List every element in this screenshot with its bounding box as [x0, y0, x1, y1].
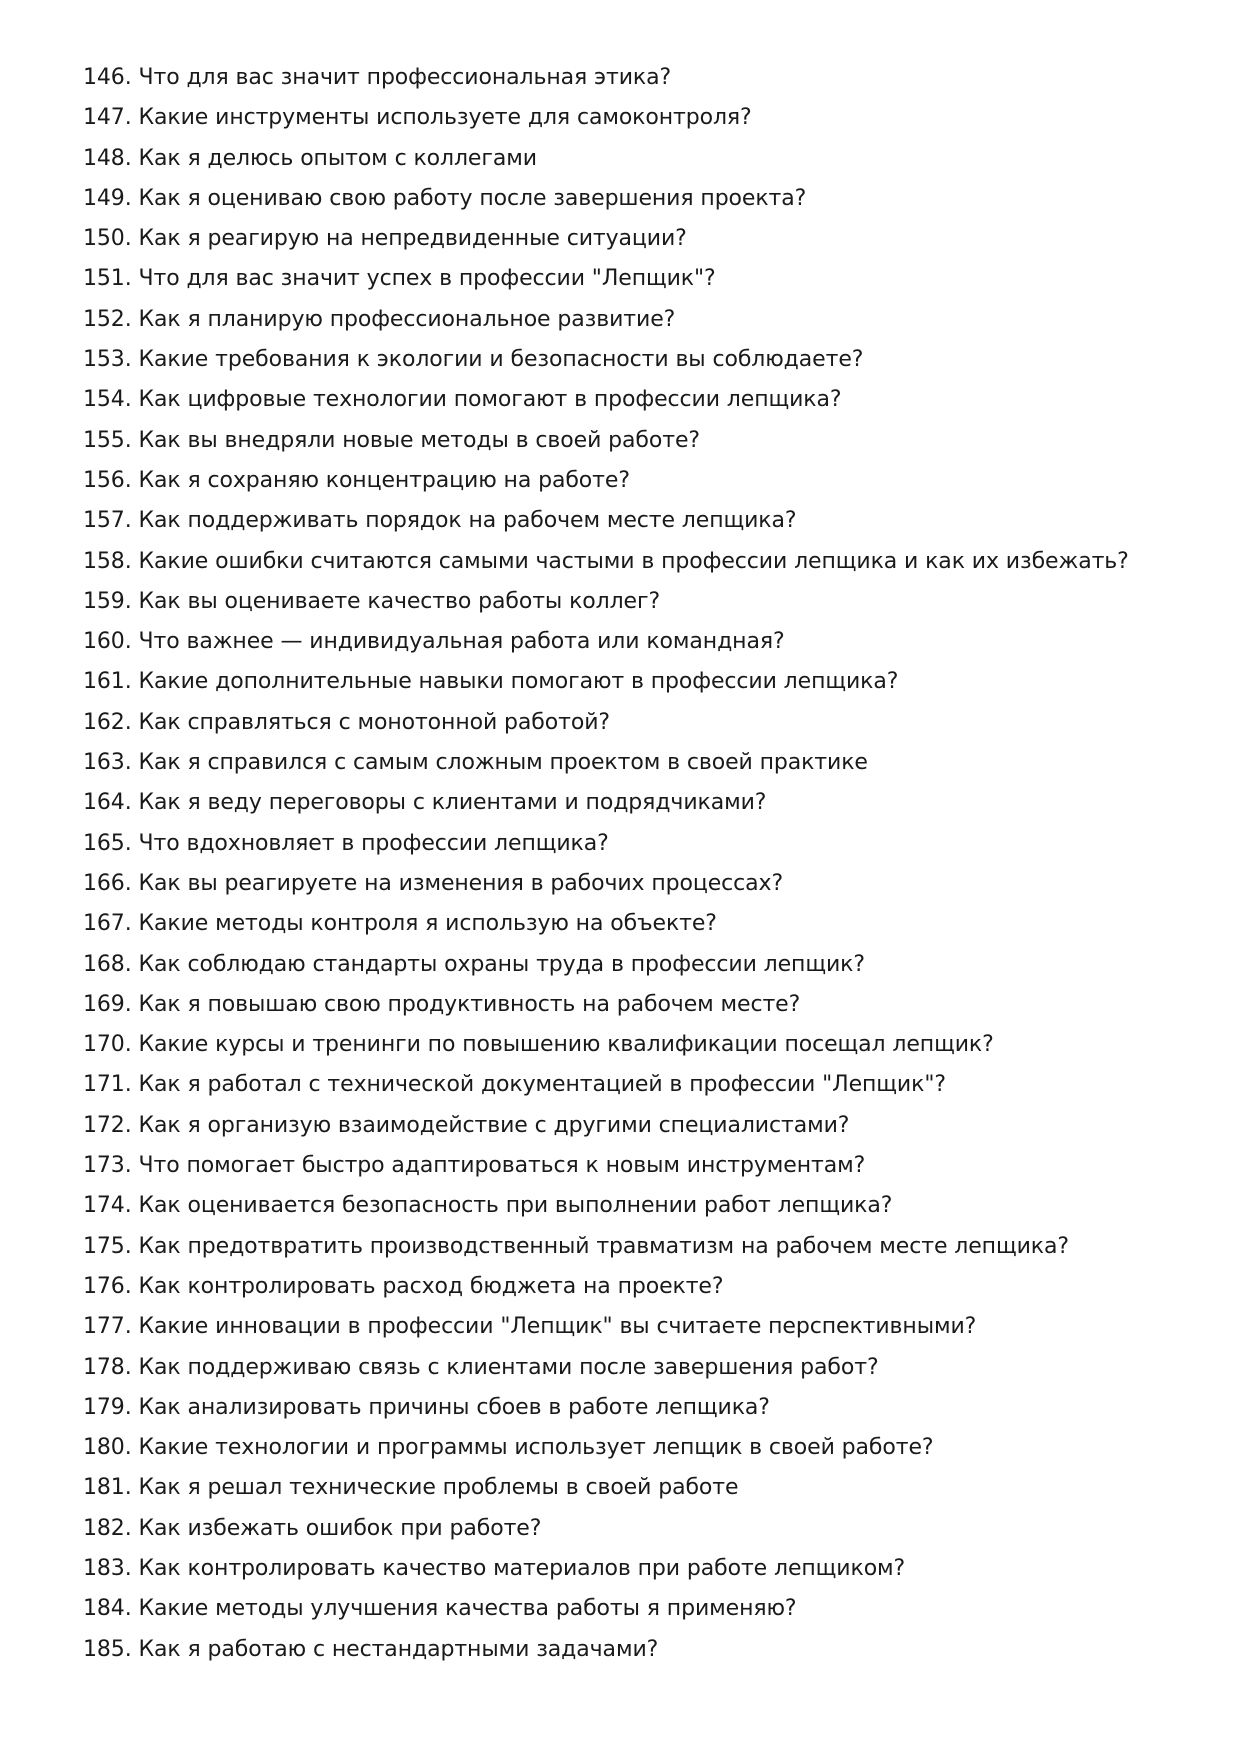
list-item — [83, 904, 1199, 944]
item-text: Какие технологии и программы использует лепщик в своей работе? — [138, 1435, 934, 1461]
item-number: 172. — [83, 1112, 132, 1138]
list-item — [83, 1388, 1199, 1428]
list-item — [83, 421, 1199, 461]
item-number: 168. — [83, 951, 132, 977]
item-text: Как я планирую профессиональное развитие? — [138, 306, 676, 332]
list-item — [83, 703, 1199, 743]
item-text: Как контролировать расход бюджета на проекте? — [138, 1273, 724, 1299]
item-number: 165. — [83, 830, 132, 856]
list-item — [83, 1549, 1199, 1589]
item-text: Что для вас значит профессиональная этика? — [138, 65, 672, 90]
item-number: 162. — [83, 709, 132, 735]
item-text: Какие курсы и тренинги по повышению квалификации посещал лепщик? — [138, 1032, 994, 1058]
item-number: 183. — [83, 1555, 132, 1581]
item-number: 176. — [83, 1273, 132, 1299]
list-item — [83, 582, 1199, 622]
item-number: 148. — [83, 145, 132, 171]
item-text: Как вы реагируете на изменения в рабочих процессах? — [138, 870, 784, 896]
item-text: Как анализировать причины сбоев в работе лепщика? — [138, 1394, 770, 1420]
item-text: Что вдохновляет в профессии лепщика? — [138, 830, 609, 856]
item-number: 158. — [83, 548, 132, 574]
list-item — [83, 1267, 1199, 1307]
list-item — [83, 1468, 1199, 1508]
list-item — [83, 98, 1199, 138]
item-number: 182. — [83, 1515, 132, 1541]
item-number: 178. — [83, 1354, 132, 1380]
item-text: Как вы оцениваете качество работы коллег? — [138, 588, 661, 614]
item-text: Что для вас значит успех в профессии "Лепщик"? — [138, 266, 716, 292]
item-number: 149. — [83, 185, 132, 211]
item-number: 184. — [83, 1596, 132, 1622]
list-item — [83, 380, 1199, 420]
list-item — [83, 1186, 1199, 1226]
item-number: 169. — [83, 991, 132, 1017]
item-text: Как я сохраняю концентрацию на работе? — [138, 467, 630, 493]
item-text: Как соблюдаю стандарты охраны труда в профессии лепщик? — [138, 951, 865, 977]
item-text: Какие дополнительные навыки помогают в профессии лепщика? — [138, 669, 899, 695]
list-item — [83, 1146, 1199, 1186]
list-item — [83, 542, 1199, 582]
item-text: Что помогает быстро адаптироваться к новым инструментам? — [138, 1153, 866, 1179]
item-text: Как я организую взаимодействие с другими специалистами? — [138, 1112, 850, 1138]
item-text: Какие ошибки считаются самыми частыми в профессии лепщика и как их избежать? — [138, 548, 1129, 574]
list-item — [83, 300, 1199, 340]
item-number: 152. — [83, 306, 132, 332]
list-item — [83, 1348, 1199, 1388]
list-item — [83, 1630, 1199, 1670]
list-item — [83, 259, 1199, 299]
item-number: 153. — [83, 347, 132, 373]
list-item — [83, 139, 1199, 179]
item-text: Как я повышаю свою продуктивность на рабочем месте? — [138, 991, 801, 1017]
list-item — [83, 1428, 1199, 1468]
list-item — [83, 1227, 1199, 1267]
list-item — [83, 783, 1199, 823]
item-text: Как я веду переговоры с клиентами и подрядчиками? — [138, 790, 767, 816]
item-text: Как цифровые технологии помогают в профессии лепщика? — [138, 387, 842, 413]
item-number: 147. — [83, 105, 132, 131]
list-item — [83, 58, 1199, 98]
item-number: 146. — [83, 65, 132, 90]
item-text: Какие методы контроля я использую на объекте? — [138, 911, 717, 937]
item-number: 164. — [83, 790, 132, 816]
item-text: Как я реагирую на непредвиденные ситуации? — [138, 226, 687, 252]
item-text: Как поддерживаю связь с клиентами после завершения работ? — [138, 1354, 879, 1380]
item-number: 180. — [83, 1435, 132, 1461]
list-item — [83, 1025, 1199, 1065]
list-item — [83, 461, 1199, 501]
item-text: Как оценивается безопасность при выполнении работ лепщика? — [138, 1193, 893, 1219]
list-item — [83, 945, 1199, 985]
item-text: Как вы внедряли новые методы в своей работе? — [138, 427, 700, 453]
item-text: Как контролировать качество материалов при работе лепщиком? — [138, 1555, 906, 1581]
question-list — [83, 58, 1199, 1670]
item-text: Как я работаю с нестандартными задачами? — [138, 1636, 659, 1662]
list-item — [83, 743, 1199, 783]
item-number: 161. — [83, 669, 132, 695]
item-text: Как поддерживать порядок на рабочем месте лепщика? — [138, 508, 797, 534]
list-item — [83, 179, 1199, 219]
list-item — [83, 1509, 1199, 1549]
list-item — [83, 662, 1199, 702]
item-text: Как предотвратить производственный травматизм на рабочем месте лепщика? — [138, 1233, 1069, 1259]
list-item — [83, 340, 1199, 380]
item-text: Как избежать ошибок при работе? — [138, 1515, 542, 1541]
item-number: 171. — [83, 1072, 132, 1098]
list-item — [83, 1589, 1199, 1629]
item-number: 185. — [83, 1636, 132, 1662]
item-number: 166. — [83, 870, 132, 896]
list-item — [83, 1106, 1199, 1146]
item-text: Что важнее — индивидуальная работа или командная? — [138, 629, 785, 655]
list-item — [83, 622, 1199, 662]
list-item — [83, 501, 1199, 541]
item-number: 167. — [83, 911, 132, 937]
list-item — [83, 219, 1199, 259]
item-number: 150. — [83, 226, 132, 252]
list-item — [83, 824, 1199, 864]
list-item — [83, 985, 1199, 1025]
item-number: 154. — [83, 387, 132, 413]
item-number: 177. — [83, 1314, 132, 1340]
list-item — [83, 1307, 1199, 1347]
item-text: Как я справился с самым сложным проектом в своей практике — [138, 750, 868, 776]
item-number: 170. — [83, 1032, 132, 1058]
item-text: Какие инструменты используете для самоконтроля? — [138, 105, 752, 131]
item-text: Как я оцениваю свою работу после завершения проекта? — [138, 185, 807, 211]
list-item — [83, 1065, 1199, 1105]
item-number: 157. — [83, 508, 132, 534]
item-text: Как справляться с монотонной работой? — [138, 709, 610, 735]
item-number: 179. — [83, 1394, 132, 1420]
item-number: 173. — [83, 1153, 132, 1179]
item-number: 156. — [83, 467, 132, 493]
item-text: Какие требования к экологии и безопасности вы соблюдаете? — [138, 347, 864, 373]
item-number: 181. — [83, 1475, 132, 1501]
list-item — [83, 864, 1199, 904]
item-number: 163. — [83, 750, 132, 776]
item-text: Какие инновации в профессии "Лепщик" вы считаете перспективными? — [138, 1314, 977, 1340]
item-number: 151. — [83, 266, 132, 292]
item-text: Какие методы улучшения качества работы я применяю? — [138, 1596, 797, 1622]
item-text: Как я решал технические проблемы в своей работе — [138, 1475, 739, 1501]
item-number: 160. — [83, 629, 132, 655]
item-text: Как я делюсь опытом с коллегами — [138, 145, 537, 171]
item-number: 174. — [83, 1193, 132, 1219]
item-number: 155. — [83, 427, 132, 453]
item-number: 159. — [83, 588, 132, 614]
item-number: 175. — [83, 1233, 132, 1259]
item-text: Как я работал с технической документацией в профессии "Лепщик"? — [138, 1072, 946, 1098]
